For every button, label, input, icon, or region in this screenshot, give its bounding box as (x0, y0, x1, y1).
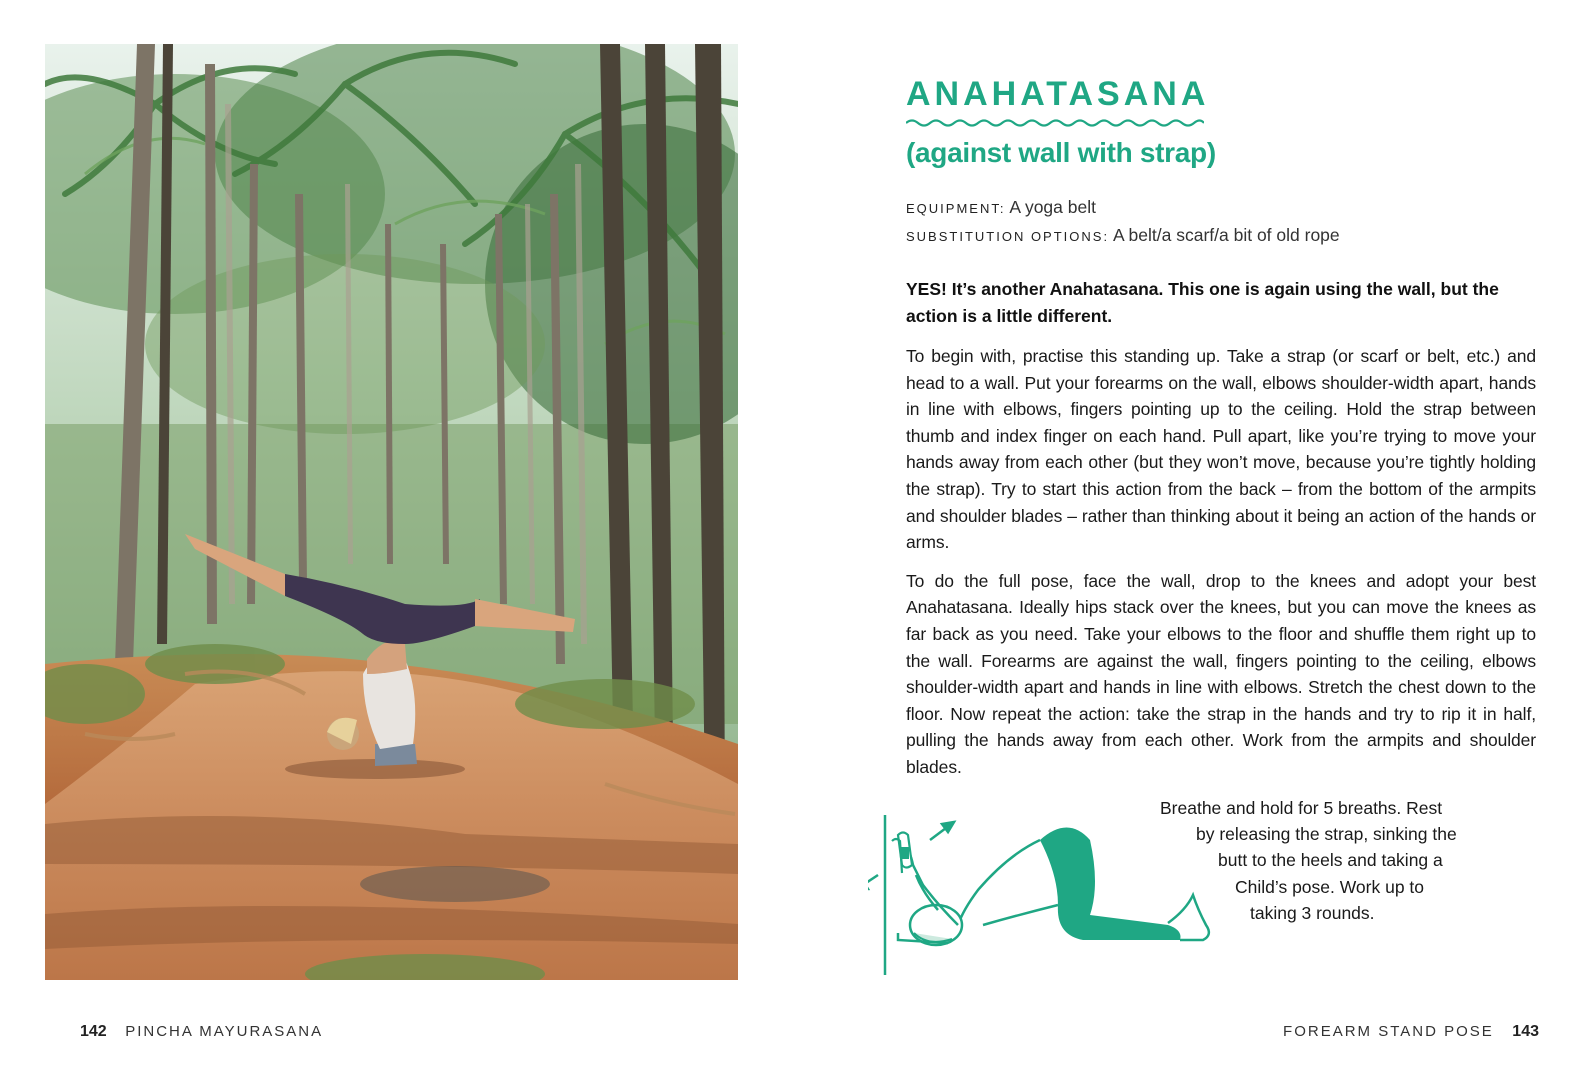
breathe-line: butt to the heels and taking a (1218, 850, 1443, 871)
breathe-line: taking 3 rounds. (1250, 902, 1375, 923)
instructions-paragraph-1: To begin with, practise this standing up. Take a strap (or scarf or belt, etc.) and head to a wall. Put your forearms on the wall, elbows shoulder-width apart, hands in line with elbows, fingers pointing up to the ceiling. Hold the strap between thumb and index finger on each hand. Pull apart, like you’re trying to move your hands away from each other (but they won’t move, because you’re tightly holding the strap). Try to start this action from the back – from the bottom of the armpits and shoulder blades – rather than thinking about it being an action of the hands or arms. (906, 346, 1536, 553)
wavy-underline (906, 118, 1204, 128)
pose-title: ANAHATASANA (906, 75, 1210, 113)
running-head-left: PINCHA MAYURASANA (125, 1023, 324, 1040)
breathe-note (1160, 795, 1520, 926)
page-number-left: 142 (80, 1023, 107, 1040)
equipment-block (906, 194, 1536, 250)
breathe-line: Breathe and hold for 5 breaths. Rest (1160, 798, 1443, 818)
article (906, 70, 1536, 781)
pose-subtitle: (against wall with strap) (906, 137, 1216, 168)
equipment-value: A yoga belt (1009, 197, 1096, 217)
breathe-line: Child’s pose. Work up to (1235, 876, 1425, 897)
palm-grove-image (45, 44, 738, 980)
running-head-right: FOREARM STAND POSE (1283, 1023, 1494, 1040)
substitution-label: SUBSTITUTION OPTIONS: (906, 229, 1110, 244)
intro-paragraph: YES! It’s another Anahatasana. This one is again using the wall, but the action is a little different. (906, 279, 1499, 326)
substitution-line (906, 222, 1536, 250)
equipment-label: EQUIPMENT: (906, 201, 1006, 216)
forearm-stand-photo (45, 44, 738, 980)
equipment-line (906, 194, 1536, 222)
substitution-value: A belt/a scarf/a bit of old rope (1112, 225, 1340, 245)
breathe-line: by releasing the strap, sinking the (1196, 824, 1457, 845)
page-number-right: 143 (1512, 1023, 1539, 1040)
instructions-paragraph-2: To do the full pose, face the wall, drop to the knees and adopt your best Anahatasana. Ideally hips stack over the knees, but you can move the knees as far back as you need. Take your elbows to the floor and shuffle them right up to the wall. Forearms are against the wall, fingers pointing to the ceiling, elbows shoulder-width apart and hands in line with elbows. Stretch the chest down to the floor. Now repeat the action: take the strap in the hands and try to rip it in half, pulling the hands away from each other. Work from the armpits and shoulder blades. (906, 570, 1536, 777)
footer-left (80, 1023, 323, 1041)
footer-right (1283, 1023, 1539, 1041)
